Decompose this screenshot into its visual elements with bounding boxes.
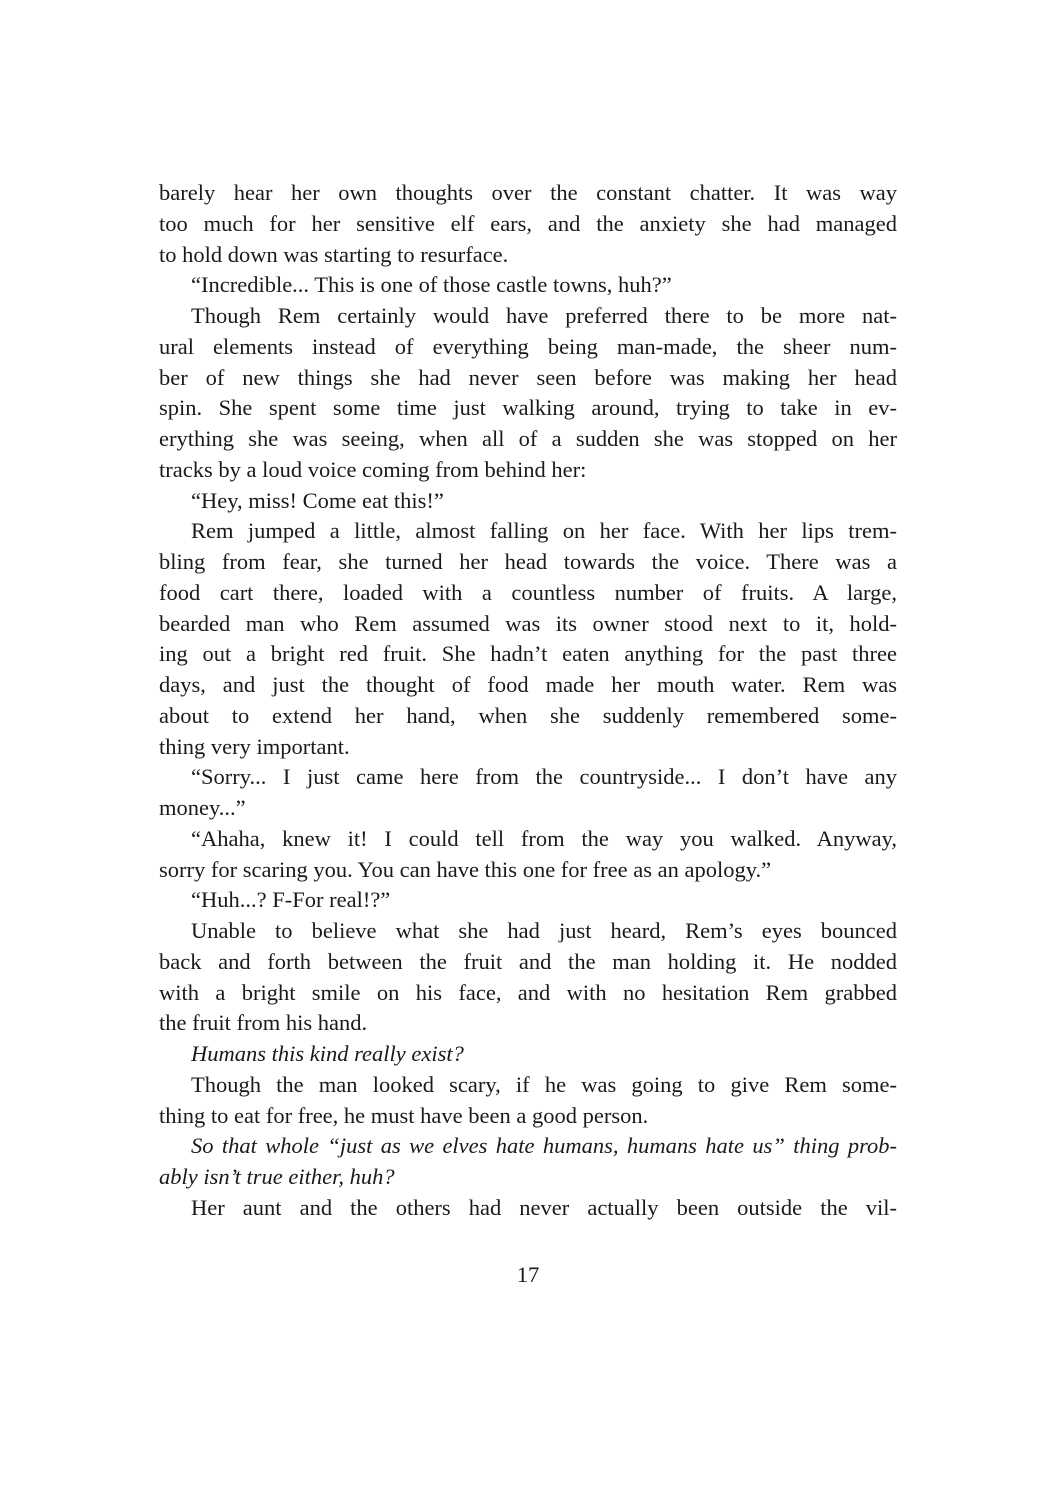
text-line: thing very important. — [159, 733, 350, 759]
text-line: too much for her sensitive elf ears, and the anxiety she had managed — [159, 210, 897, 236]
text-line: Unable to believe what she had just heard, Rem’s eyes bounced — [191, 918, 897, 943]
text-line: ber of new things she had never seen before was making her head — [159, 364, 897, 390]
text-line: to hold down was starting to resurface. — [159, 241, 509, 267]
text-line: bling from fear, she turned her head towards the voice. There was a — [159, 549, 897, 574]
page-number: 17 — [516, 1262, 540, 1287]
text-line: barely hear her own thoughts over the constant chatter. It was way — [159, 180, 897, 205]
text-line: Her aunt and the others had never actually been outside the vil- — [191, 1194, 897, 1220]
text-line: “Hey, miss! Come eat this!” — [191, 487, 444, 513]
text-line: “Sorry... I just came here from the countryside... I don’t have any — [191, 764, 897, 790]
body-text — [159, 178, 897, 1224]
text-line: spin. She spent some time just walking around, trying to take in ev- — [159, 395, 897, 421]
text-line: “Ahaha, knew it! I could tell from the way you walked. Anyway, — [191, 825, 897, 851]
italic-text-line: So that whole “just as we elves hate humans, humans hate us” thing prob- — [191, 1133, 897, 1159]
text-line: bearded man who Rem assumed was its owner stood next to it, hold- — [159, 610, 897, 636]
text-line: days, and just the thought of food made her mouth water. Rem was — [159, 672, 897, 697]
text-line: Though the man looked scary, if he was going to give Rem some- — [191, 1071, 897, 1097]
text-line: “Incredible... This is one of those castle towns, huh?” — [191, 272, 672, 298]
text-line: erything she was seeing, when all of a sudden she was stopped on her — [159, 426, 897, 451]
text-line: Though Rem certainly would have preferred there to be more nat- — [191, 303, 897, 328]
text-line: tracks by a loud voice coming from behind her: — [159, 456, 587, 482]
text-line: food cart there, loaded with a countless number of fruits. A large, — [159, 579, 897, 605]
text-line: sorry for scaring you. You can have this one for free as an apology.” — [159, 856, 772, 882]
text-line: ural elements instead of everything being man-made, the sheer num- — [159, 333, 897, 359]
italic-text-line: Humans this kind really exist? — [191, 1041, 464, 1066]
text-line: money...” — [159, 795, 246, 820]
text-line: the fruit from his hand. — [159, 1010, 368, 1036]
text-line: about to extend her hand, when she suddenly remembered some- — [159, 702, 897, 728]
text-line: back and forth between the fruit and the man holding it. He nodded — [159, 948, 897, 974]
text-line: ing out a bright red fruit. She hadn’t eaten anything for the past three — [159, 641, 897, 667]
italic-text-line: ably isn’t true either, huh? — [159, 1164, 395, 1189]
text-line: thing to eat for free, he must have been a good person. — [159, 1102, 649, 1128]
text-line: with a bright smile on his face, and with no hesitation Rem grabbed — [159, 979, 897, 1005]
text-line: Rem jumped a little, almost falling on her face. With her lips trem- — [191, 518, 897, 544]
text-line: “Huh...? F-For real!?” — [191, 887, 391, 913]
